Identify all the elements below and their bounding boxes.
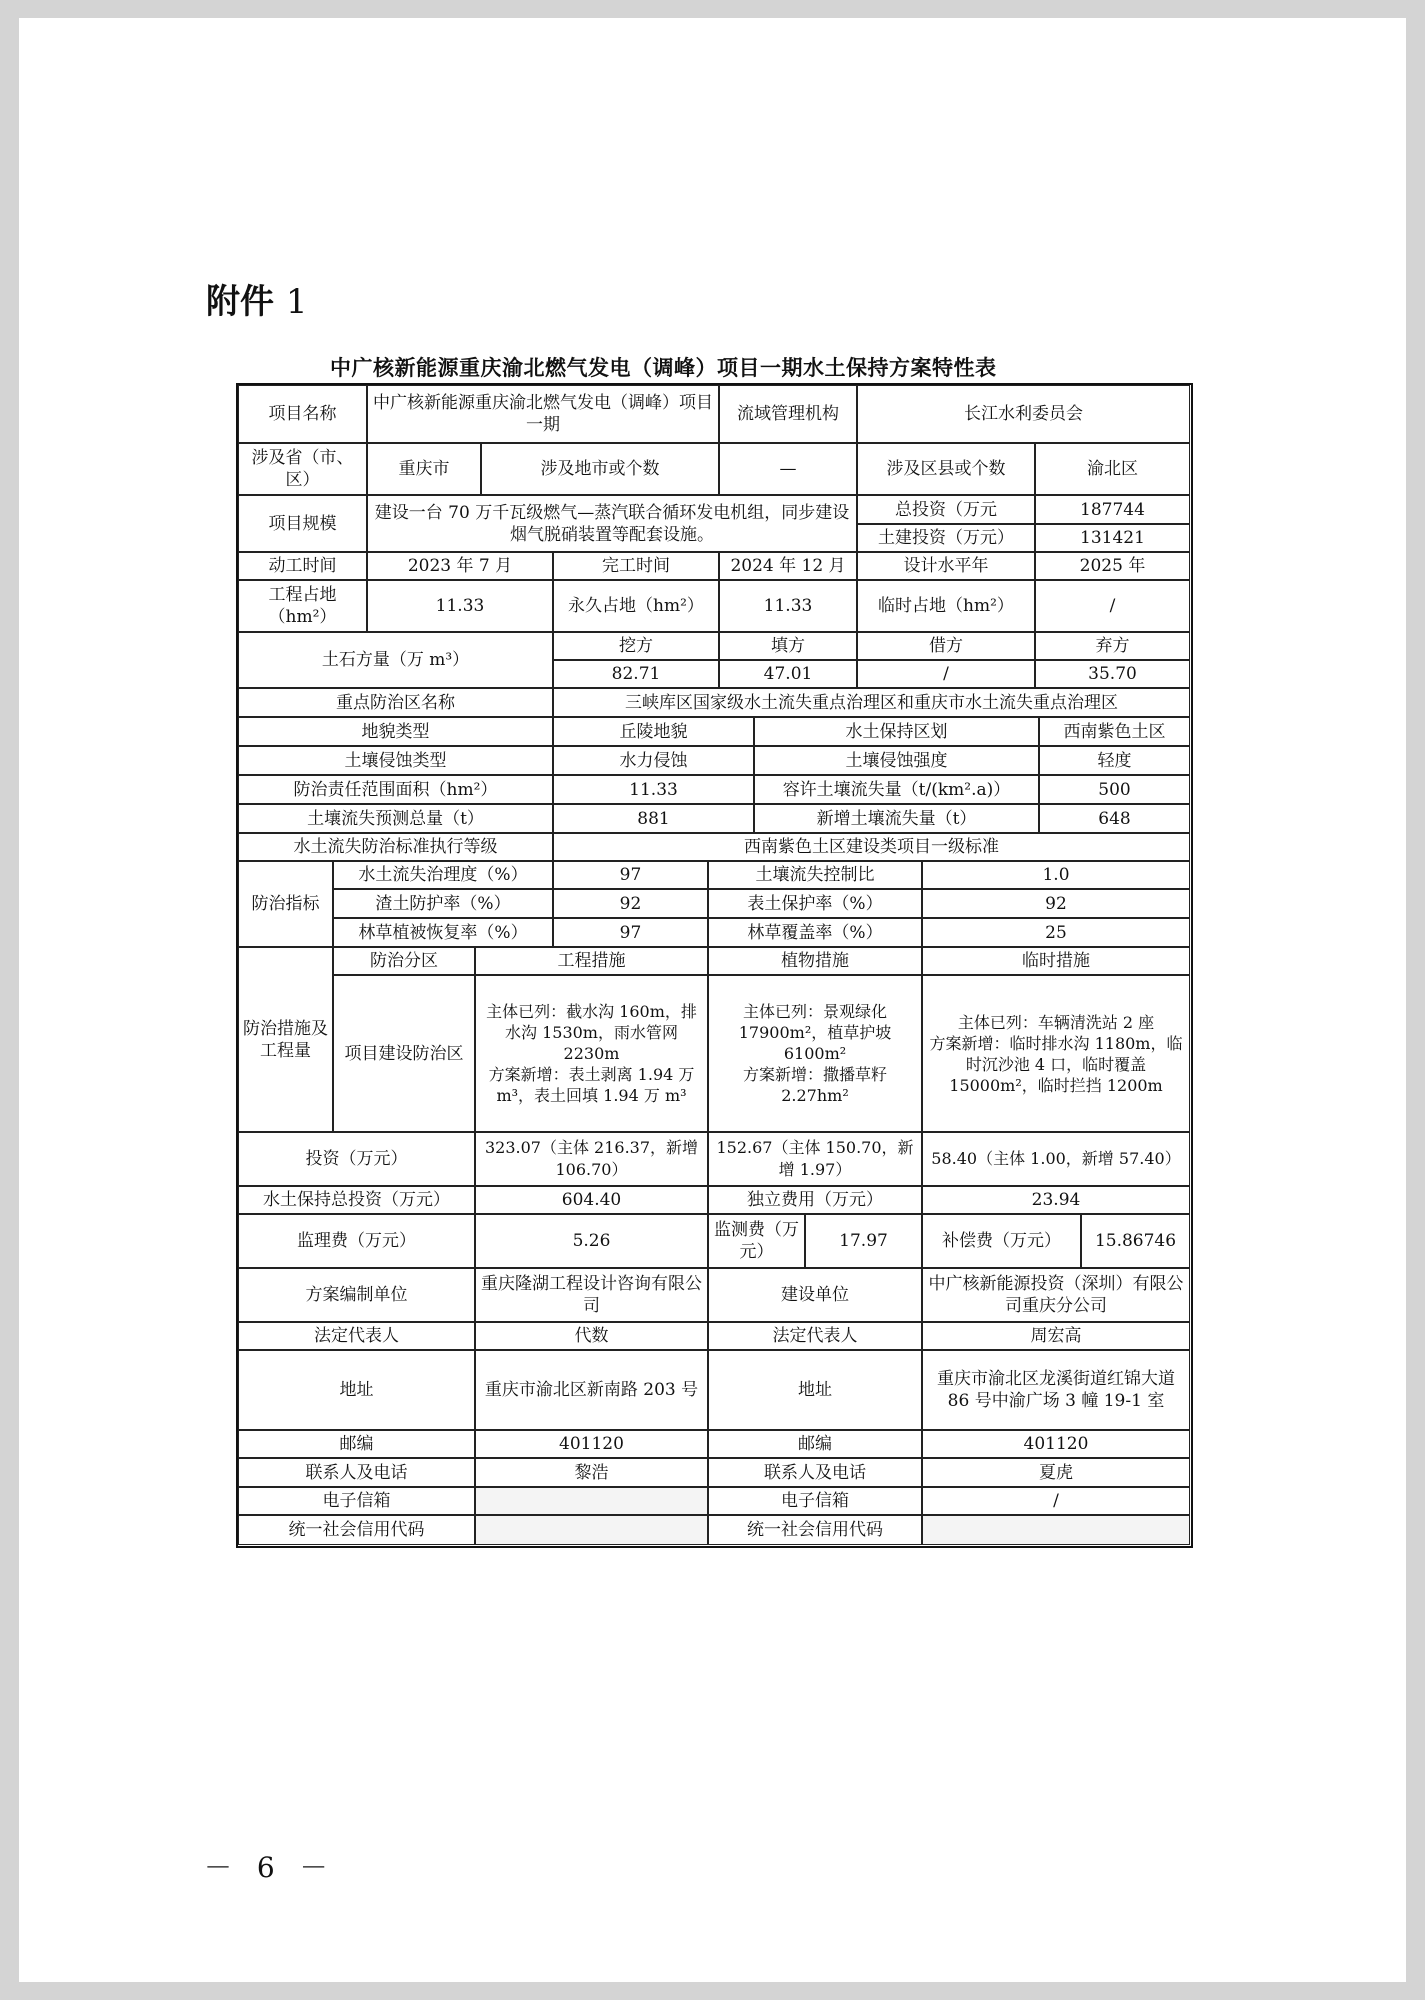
rep-label: 法定代表人 <box>238 1322 475 1350</box>
email-builder: / <box>922 1487 1190 1515</box>
earth-waste-label: 弃方 <box>1035 632 1190 660</box>
index-label: 防治指标 <box>238 861 333 947</box>
earth-label: 土石方量（万 m³） <box>238 632 553 688</box>
supervise-label: 监理费（万元） <box>238 1214 475 1268</box>
earth-dig-label: 挖方 <box>553 632 719 660</box>
resp-area-label: 防治责任范围面积（hm²） <box>238 775 553 804</box>
swc-zone-label: 水土保持区划 <box>754 717 1039 746</box>
land: 11.33 <box>367 580 553 632</box>
scale: 建设一台 70 万千瓦级燃气—蒸汽联合循环发电机组，同步建设烟气脱硝装置等配套设施。 <box>367 495 857 552</box>
design-year: 2025 年 <box>1035 552 1190 580</box>
finish: 2024 年 12 月 <box>719 552 857 580</box>
earth-dig: 82.71 <box>553 660 719 688</box>
county: 渝北区 <box>1035 443 1190 495</box>
key-zone: 三峡库区国家级水土流失重点治理区和重庆市水土流失重点治理区 <box>553 688 1190 717</box>
new-loss-label: 新增土壤流失量（t） <box>754 804 1039 833</box>
characteristics-table <box>236 383 1193 1548</box>
temp-col-label: 临时措施 <box>922 947 1190 975</box>
earth-fill: 47.01 <box>719 660 857 688</box>
std-label: 水土流失防治标准执行等级 <box>238 833 553 861</box>
indep-label: 独立费用（万元） <box>708 1186 922 1214</box>
new-loss: 648 <box>1039 804 1190 833</box>
swc-total-label: 水土保持总投资（万元） <box>238 1186 475 1214</box>
erosion-intensity-label: 土壤侵蚀强度 <box>754 746 1039 775</box>
perm-land: 11.33 <box>719 580 857 632</box>
civil-invest-label: 土建投资（万元） <box>857 524 1035 552</box>
idx4-label: 表土保护率（%） <box>708 889 922 918</box>
email-label: 电子信箱 <box>238 1487 475 1515</box>
measure-label: 防治措施及工程量 <box>238 947 333 1132</box>
erosion-type-label: 土壤侵蚀类型 <box>238 746 553 775</box>
temp-measure: 主体已列：车辆清洗站 2 座 方案新增：临时排水沟 1180m，临时沉沙池 4 口，临时覆盖 15000m²，临时拦挡 1200m <box>922 975 1190 1132</box>
rep-label-builder: 法定代表人 <box>708 1322 922 1350</box>
city-count-label: 涉及地市或个数 <box>481 443 719 495</box>
scale-label: 项目规模 <box>238 495 367 552</box>
plant-col-label: 植物措施 <box>708 947 922 975</box>
indep: 23.94 <box>922 1186 1190 1214</box>
earth-borrow-label: 借方 <box>857 632 1035 660</box>
project-name: 中广核新能源重庆渝北燃气发电（调峰）项目一期 <box>367 385 719 443</box>
post-author: 401120 <box>475 1430 708 1458</box>
idx2-label: 土壤流失控制比 <box>708 861 922 889</box>
post-builder: 401120 <box>922 1430 1190 1458</box>
city-count: — <box>719 443 857 495</box>
builder: 中广核新能源投资（深圳）有限公司重庆分公司 <box>922 1268 1190 1322</box>
earth-waste: 35.70 <box>1035 660 1190 688</box>
addr-author: 重庆市渝北区新南路 203 号 <box>475 1350 708 1430</box>
addr-label-builder: 地址 <box>708 1350 922 1430</box>
author-label: 方案编制单位 <box>238 1268 475 1322</box>
contact-label: 联系人及电话 <box>238 1458 475 1487</box>
addr-builder: 重庆市渝北区龙溪街道红锦大道 86 号中渝广场 3 幢 19-1 室 <box>922 1350 1190 1430</box>
rep-builder: 周宏高 <box>922 1322 1190 1350</box>
eng-col-label: 工程措施 <box>475 947 708 975</box>
finish-label: 完工时间 <box>553 552 719 580</box>
idx6-label: 林草覆盖率（%） <box>708 918 922 947</box>
credit-label: 统一社会信用代码 <box>238 1515 475 1545</box>
temp-land: / <box>1035 580 1190 632</box>
allow-loss-label: 容许土壤流失量（t/(km².a)） <box>754 775 1039 804</box>
table-title: 中广核新能源重庆渝北燃气发电（调峰）项目一期水土保持方案特性表 <box>330 355 997 380</box>
start-label: 动工时间 <box>238 552 367 580</box>
province: 重庆市 <box>367 443 481 495</box>
allow-loss: 500 <box>1039 775 1190 804</box>
zone-name: 项目建设防治区 <box>333 975 475 1132</box>
idx4: 92 <box>922 889 1190 918</box>
perm-land-label: 永久占地（hm²） <box>553 580 719 632</box>
invest-label: 投资（万元） <box>238 1132 475 1186</box>
idx5-label: 林草植被恢复率（%） <box>333 918 553 947</box>
idx6: 25 <box>922 918 1190 947</box>
project-name-label: 项目名称 <box>238 385 367 443</box>
erosion-intensity: 轻度 <box>1039 746 1190 775</box>
email-label-builder: 电子信箱 <box>708 1487 922 1515</box>
builder-label: 建设单位 <box>708 1268 922 1322</box>
basin-org: 长江水利委员会 <box>857 385 1190 443</box>
monitor: 17.97 <box>805 1214 922 1268</box>
compensate-label: 补偿费（万元） <box>922 1214 1081 1268</box>
earth-borrow: / <box>857 660 1035 688</box>
contact-author: 黎浩 <box>475 1458 708 1487</box>
idx3: 92 <box>553 889 708 918</box>
compensate: 15.86746 <box>1081 1214 1190 1268</box>
temp-invest: 58.40（主体 1.00，新增 57.40） <box>922 1132 1190 1186</box>
idx1-label: 水土流失治理度（%） <box>333 861 553 889</box>
rep-author: 代数 <box>475 1322 708 1350</box>
annex-heading: 附件 1 <box>206 282 308 322</box>
key-zone-label: 重点防治区名称 <box>238 688 553 717</box>
email-author-redacted <box>475 1487 708 1515</box>
idx5: 97 <box>553 918 708 947</box>
plant-invest: 152.67（主体 150.70，新增 1.97） <box>708 1132 922 1186</box>
start: 2023 年 7 月 <box>367 552 553 580</box>
addr-label: 地址 <box>238 1350 475 1430</box>
author: 重庆隆湖工程设计咨询有限公司 <box>475 1268 708 1322</box>
land-label: 工程占地（hm²） <box>238 580 367 632</box>
zone-col-label: 防治分区 <box>333 947 475 975</box>
credit-label-builder: 统一社会信用代码 <box>708 1515 922 1545</box>
idx2: 1.0 <box>922 861 1190 889</box>
pred-loss-label: 土壤流失预测总量（t） <box>238 804 553 833</box>
idx3-label: 渣土防护率（%） <box>333 889 553 918</box>
post-label: 邮编 <box>238 1430 475 1458</box>
contact-builder: 夏虎 <box>922 1458 1190 1487</box>
civil-invest: 131421 <box>1035 524 1190 552</box>
eng-invest: 323.07（主体 216.37，新增 106.70） <box>475 1132 708 1186</box>
landform-label: 地貌类型 <box>238 717 553 746</box>
landform: 丘陵地貌 <box>553 717 754 746</box>
total-invest: 187744 <box>1035 495 1190 524</box>
earth-fill-label: 填方 <box>719 632 857 660</box>
design-year-label: 设计水平年 <box>857 552 1035 580</box>
idx1: 97 <box>553 861 708 889</box>
temp-land-label: 临时占地（hm²） <box>857 580 1035 632</box>
eng-measure: 主体已列：截水沟 160m，排水沟 1530m，雨水管网 2230m 方案新增：表土剥离 1.94 万 m³，表土回填 1.94 万 m³ <box>475 975 708 1132</box>
swc-zone: 西南紫色土区 <box>1039 717 1190 746</box>
std: 西南紫色土区建设类项目一级标准 <box>553 833 1190 861</box>
monitor-label: 监测费（万元） <box>708 1214 805 1268</box>
county-label: 涉及区县或个数 <box>857 443 1035 495</box>
post-label-builder: 邮编 <box>708 1430 922 1458</box>
plant-measure: 主体已列：景观绿化 17900m²，植草护坡 6100m² 方案新增：撒播草籽 2.27hm² <box>708 975 922 1132</box>
erosion-type: 水力侵蚀 <box>553 746 754 775</box>
supervise: 5.26 <box>475 1214 708 1268</box>
province-label: 涉及省（市、区） <box>238 443 367 495</box>
credit-builder-redacted <box>922 1515 1190 1545</box>
page-number: － 6 － <box>204 1851 336 1884</box>
resp-area: 11.33 <box>553 775 754 804</box>
total-invest-label: 总投资（万元 <box>857 495 1035 524</box>
pred-loss: 881 <box>553 804 754 833</box>
credit-author-redacted <box>475 1515 708 1545</box>
basin-org-label: 流域管理机构 <box>719 385 857 443</box>
contact-label-builder: 联系人及电话 <box>708 1458 922 1487</box>
swc-total: 604.40 <box>475 1186 708 1214</box>
